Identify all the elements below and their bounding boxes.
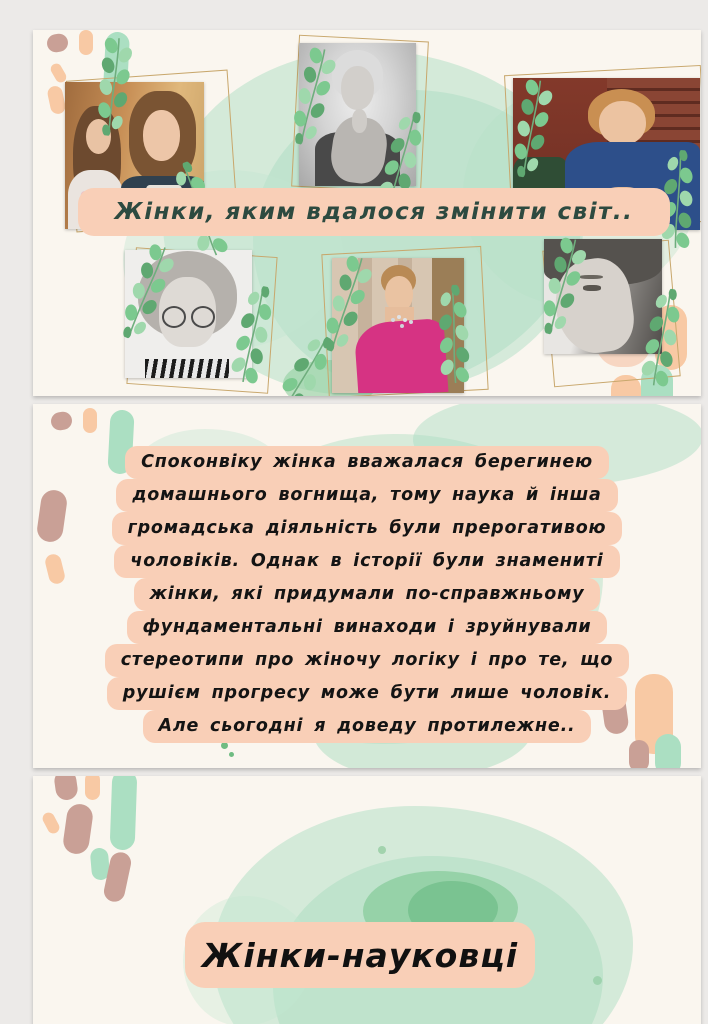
text-line: Споконвіку жінка вважалася берегинею — [125, 446, 609, 479]
text-line: Але сьогодні я доведу протилежне.. — [143, 710, 592, 743]
slide2-text-block — [33, 446, 701, 743]
photo-detail — [145, 359, 229, 378]
brush-dab — [41, 810, 62, 835]
photo-detail — [397, 315, 401, 319]
text-line: жінки, які придумали по-справжньому — [134, 578, 601, 611]
photo-detail — [341, 66, 374, 110]
photo-detail — [599, 101, 646, 145]
brush-dab — [83, 408, 97, 433]
green-dot — [378, 846, 386, 854]
photo-detail — [352, 109, 367, 133]
brush-dab — [53, 776, 79, 801]
text-line: чоловіків. Однак в історії були знамениті — [114, 545, 619, 578]
text-line: стереотипи про жіночу логіку і про те, що — [105, 644, 630, 677]
photo-detail — [353, 318, 448, 393]
brush-dab — [46, 32, 70, 53]
text-line: домашнього вогнища, тому наука й інша — [116, 479, 617, 512]
brush-dab — [62, 802, 95, 855]
slide1-title-pill — [78, 188, 670, 236]
text-line: громадська діяльність були прерогативою — [112, 512, 623, 545]
brush-dab — [50, 410, 74, 431]
slide3-title: Жінки-науковці — [201, 935, 519, 975]
green-dot — [229, 752, 234, 757]
brush-dab — [46, 85, 66, 116]
slide-1[interactable] — [33, 30, 701, 396]
brush-dab — [85, 776, 100, 800]
brush-dab — [79, 30, 93, 55]
text-line: фундаментальні винаходи і зруйнували — [127, 611, 608, 644]
green-dot — [593, 976, 602, 985]
slide-3[interactable] — [33, 776, 701, 1024]
green-dot — [221, 742, 228, 749]
brush-dab — [110, 776, 138, 850]
brush-dab — [629, 740, 649, 768]
photo-detail — [143, 110, 181, 161]
slide-2[interactable] — [33, 404, 701, 768]
photo-detail — [162, 306, 186, 328]
photo-detail — [583, 285, 601, 291]
leaf-vine-icon — [435, 284, 472, 385]
slide3-title-pill — [185, 922, 535, 988]
slide1-title: Жінки, яким вдалося змінити світ.. — [114, 199, 634, 225]
text-line: рушієм прогресу може бути лише чоловік. — [107, 677, 627, 710]
